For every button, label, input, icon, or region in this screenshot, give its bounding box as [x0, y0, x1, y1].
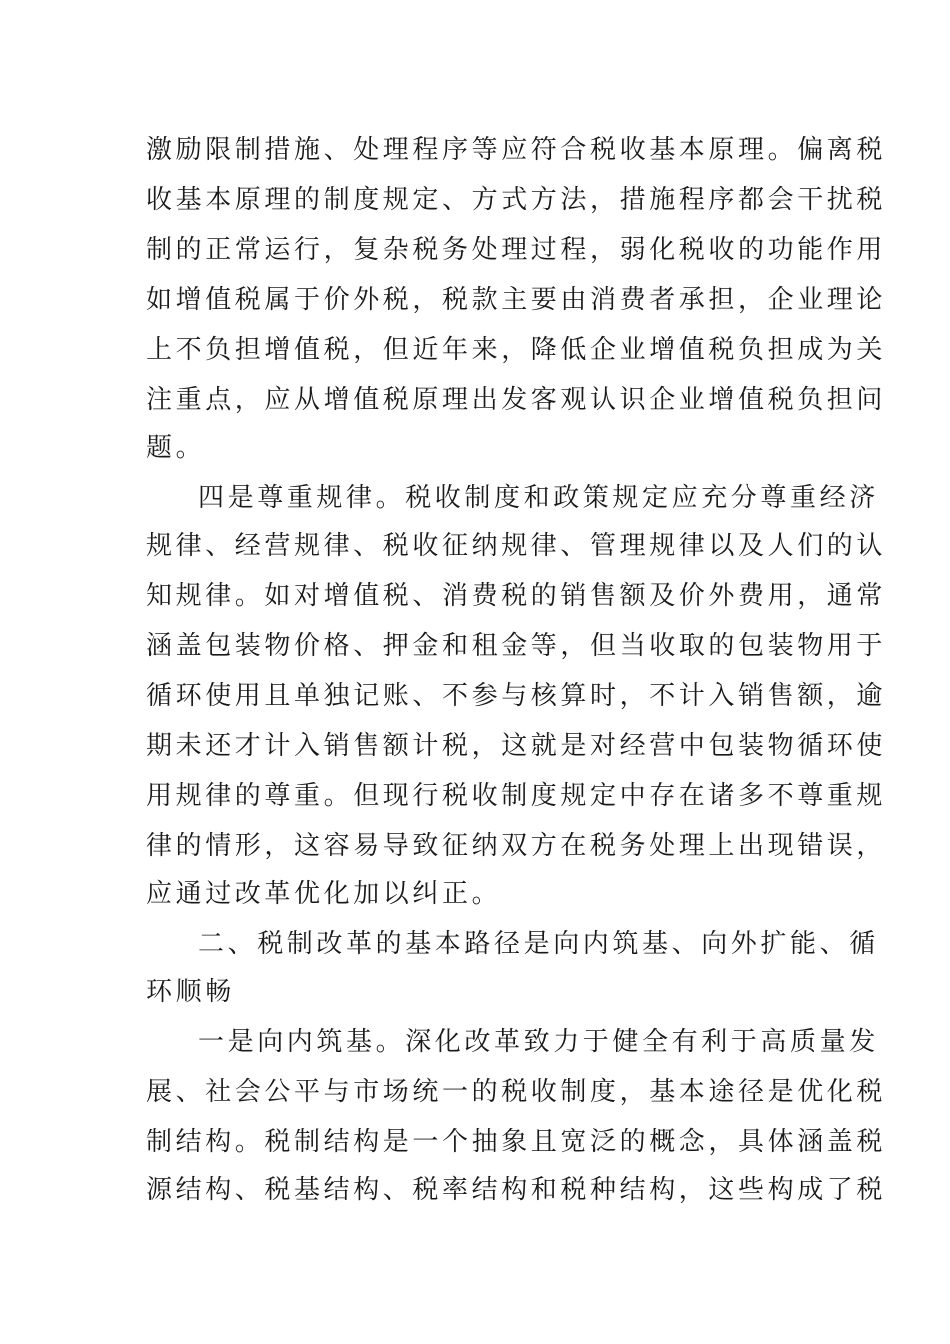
section-heading-cont: 环顺畅	[146, 977, 235, 1007]
text-line: 注重点，应从增值税原理出发客观认识企业增值税负担问	[146, 385, 887, 415]
text-line: 期未还才计入销售额计税，这就是对经营中包装物循环使	[146, 731, 887, 761]
text-line: 展、社会公平与市场统一的税收制度，基本途径是优化税	[146, 1077, 887, 1107]
text-line: 循环使用且单独记账、不参与核算时，不计入销售额，逾	[146, 681, 887, 711]
section-heading: 二、税制改革的基本路径是向内筑基、向外扩能、循	[198, 929, 879, 959]
text-line: 知规律。如对增值税、消费税的销售额及价外费用，通常	[146, 581, 887, 611]
text-line: 激励限制措施、处理程序等应符合税收基本原理。偏离税	[146, 135, 887, 165]
text-line: 上不负担增值税，但近年来，降低企业增值税负担成为关	[146, 335, 887, 365]
text-line: 用规律的尊重。但现行税收制度规定中存在诸多不尊重规	[146, 781, 887, 811]
text-line: 源结构、税基结构、税率结构和税种结构，这些构成了税	[146, 1175, 887, 1205]
text-line: 制的正常运行，复杂税务处理过程，弱化税收的功能作用	[146, 235, 887, 265]
paragraph-first-line: 一是向内筑基。深化改革致力于健全有利于高质量发	[198, 1027, 879, 1057]
paragraph-first-line: 四是尊重规律。税收制度和政策规定应充分尊重经济	[198, 483, 879, 513]
text-line: 收基本原理的制度规定、方式方法，措施程序都会干扰税	[146, 185, 887, 215]
text-line: 应通过改革优化加以纠正。	[146, 879, 502, 909]
text-line: 如增值税属于价外税，税款主要由消费者承担，企业理论	[146, 285, 887, 315]
text-line: 制结构。税制结构是一个抽象且宽泛的概念，具体涵盖税	[146, 1127, 887, 1157]
text-line: 规律、经营规律、税收征纳规律、管理规律以及人们的认	[146, 531, 887, 561]
text-line: 涵盖包装物价格、押金和租金等，但当收取的包装物用于	[146, 631, 887, 661]
text-line: 题。	[146, 433, 206, 463]
text-line: 律的情形，这容易导致征纳双方在税务处理上出现错误，	[146, 831, 887, 861]
